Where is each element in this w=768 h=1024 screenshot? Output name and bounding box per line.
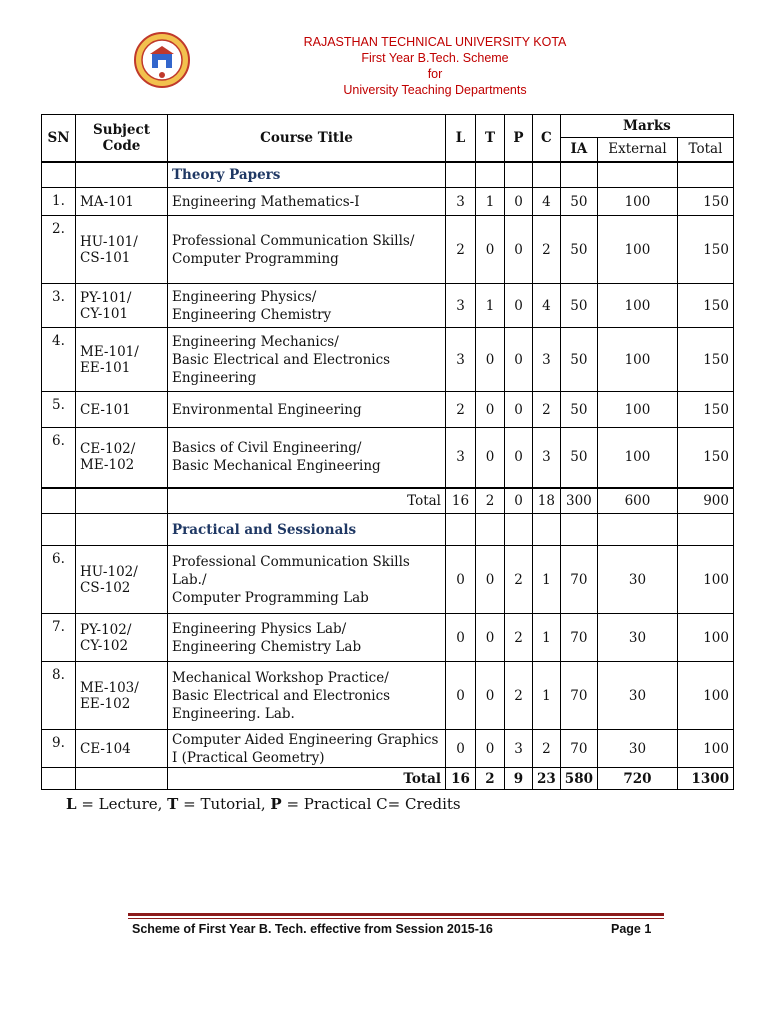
cell-sn: 7. bbox=[42, 614, 76, 662]
empty-cell bbox=[533, 162, 561, 188]
code-line: CS-101 bbox=[80, 249, 131, 266]
total-p: 9 bbox=[505, 768, 533, 790]
title-line: Mechanical Workshop Practice/ bbox=[172, 669, 389, 686]
title-line: Computer Programming Lab bbox=[172, 589, 369, 606]
cell-sn: 9. bbox=[42, 730, 76, 768]
empty-cell bbox=[446, 162, 476, 188]
page-number: Page 1 bbox=[611, 922, 652, 936]
legend-p-value: = Practical C= Credits bbox=[281, 795, 461, 813]
cell-total: 100 bbox=[677, 730, 733, 768]
cell-ia: 70 bbox=[560, 730, 597, 768]
cell-title bbox=[168, 662, 446, 730]
cell-c: 2 bbox=[533, 730, 561, 768]
code-line: MA-101 bbox=[80, 193, 134, 210]
empty-cell bbox=[446, 514, 476, 546]
empty-cell bbox=[677, 162, 733, 188]
cell-total: 100 bbox=[677, 546, 733, 614]
cell-p: 2 bbox=[505, 614, 533, 662]
code-line: CS-102 bbox=[80, 579, 131, 596]
cell-ext: 100 bbox=[597, 188, 677, 216]
cell-sn: 4. bbox=[42, 328, 76, 392]
legend-t-value: = Tutorial, bbox=[178, 795, 271, 813]
table-row bbox=[42, 662, 734, 730]
cell-sn: 2. bbox=[42, 216, 76, 284]
cell-c: 1 bbox=[533, 546, 561, 614]
cell-t: 0 bbox=[476, 730, 505, 768]
title-line: Engineering Mechanics/ bbox=[172, 333, 339, 350]
cell-t: 0 bbox=[476, 216, 505, 284]
title-line: Basic Electrical and Electronics Engineering bbox=[172, 351, 391, 386]
code-line: EE-101 bbox=[80, 359, 131, 376]
cell-c: 1 bbox=[533, 614, 561, 662]
cell-t: 0 bbox=[476, 614, 505, 662]
cell-total: 100 bbox=[677, 614, 733, 662]
cell-ext: 30 bbox=[597, 614, 677, 662]
cell-ia: 70 bbox=[560, 662, 597, 730]
title-line: Engineering Mathematics-I bbox=[172, 193, 360, 210]
cell-sn: 1. bbox=[42, 188, 76, 216]
title-line: Engineering Chemistry Lab bbox=[172, 638, 362, 655]
table-row bbox=[42, 216, 734, 284]
table-row bbox=[42, 188, 734, 216]
legend-t-key: T bbox=[167, 795, 179, 813]
title-line: Professional Communication Skills Lab./ bbox=[172, 553, 410, 588]
code-line: ME-101/ bbox=[80, 343, 139, 360]
total-ext: 600 bbox=[597, 488, 677, 514]
empty-cell bbox=[505, 162, 533, 188]
cell-c: 4 bbox=[533, 284, 561, 328]
table-row bbox=[42, 328, 734, 392]
code-line: PY-101/ bbox=[80, 289, 132, 306]
legend bbox=[66, 795, 461, 813]
cell-code bbox=[76, 284, 168, 328]
marks-header: Marks bbox=[560, 115, 733, 138]
section-row bbox=[42, 514, 734, 546]
empty-cell bbox=[505, 514, 533, 546]
cell-t: 1 bbox=[476, 188, 505, 216]
empty-cell bbox=[76, 768, 168, 790]
cell-ia: 50 bbox=[560, 216, 597, 284]
cell-l: 3 bbox=[446, 328, 476, 392]
cell-ia: 50 bbox=[560, 188, 597, 216]
col-code-header: Subject Code bbox=[76, 115, 168, 162]
footer-scheme-text: Scheme of First Year B. Tech. effective from Session 2015-16 bbox=[132, 922, 493, 936]
empty-cell bbox=[76, 514, 168, 546]
cell-p: 0 bbox=[505, 188, 533, 216]
cell-ext: 30 bbox=[597, 730, 677, 768]
cell-t: 0 bbox=[476, 428, 505, 488]
total-label: Total bbox=[168, 768, 446, 790]
total-l: 16 bbox=[446, 768, 476, 790]
cell-p: 2 bbox=[505, 546, 533, 614]
empty-cell bbox=[560, 162, 597, 188]
cell-ext: 100 bbox=[597, 216, 677, 284]
cell-l: 0 bbox=[446, 614, 476, 662]
university-name: RAJASTHAN TECHNICAL UNIVERSITY KOTA bbox=[303, 35, 567, 49]
cell-l: 3 bbox=[446, 428, 476, 488]
cell-title bbox=[168, 428, 446, 488]
code-line: PY-102/ bbox=[80, 621, 132, 638]
title-line: Engineering Chemistry bbox=[172, 306, 332, 323]
total-c: 18 bbox=[533, 488, 561, 514]
empty-cell bbox=[476, 162, 505, 188]
col-ia-header: IA bbox=[560, 138, 597, 162]
cell-total: 150 bbox=[677, 188, 733, 216]
departments-label: University Teaching Departments bbox=[343, 83, 527, 97]
code-line: CE-104 bbox=[80, 740, 131, 757]
cell-l: 0 bbox=[446, 662, 476, 730]
empty-cell bbox=[76, 488, 168, 514]
empty-cell bbox=[42, 488, 76, 514]
total-row bbox=[42, 488, 734, 514]
code-line: CY-101 bbox=[80, 305, 129, 322]
cell-title bbox=[168, 188, 446, 216]
empty-cell bbox=[42, 768, 76, 790]
cell-code bbox=[76, 662, 168, 730]
cell-l: 2 bbox=[446, 216, 476, 284]
cell-t: 0 bbox=[476, 546, 505, 614]
code-line: EE-102 bbox=[80, 695, 131, 712]
cell-title bbox=[168, 328, 446, 392]
cell-sn: 5. bbox=[42, 392, 76, 428]
col-t-header: T bbox=[476, 115, 505, 162]
cell-ia: 70 bbox=[560, 614, 597, 662]
cell-title bbox=[168, 546, 446, 614]
title-line: Engineering Physics Lab/ bbox=[172, 620, 347, 637]
document-header bbox=[200, 34, 670, 98]
empty-cell bbox=[42, 162, 76, 188]
cell-sn: 3. bbox=[42, 284, 76, 328]
col-l-header: L bbox=[446, 115, 476, 162]
table-row bbox=[42, 614, 734, 662]
cell-sn: 8. bbox=[42, 662, 76, 730]
total-total: 1300 bbox=[677, 768, 733, 790]
cell-t: 1 bbox=[476, 284, 505, 328]
cell-sn: 6. bbox=[42, 428, 76, 488]
total-ext: 720 bbox=[597, 768, 677, 790]
cell-l: 0 bbox=[446, 730, 476, 768]
empty-cell bbox=[42, 514, 76, 546]
cell-p: 0 bbox=[505, 216, 533, 284]
cell-l: 3 bbox=[446, 284, 476, 328]
cell-c: 2 bbox=[533, 392, 561, 428]
cell-code bbox=[76, 188, 168, 216]
col-p-header: P bbox=[505, 115, 533, 162]
cell-total: 100 bbox=[677, 662, 733, 730]
total-t: 2 bbox=[476, 488, 505, 514]
cell-code bbox=[76, 328, 168, 392]
total-label: Total bbox=[168, 488, 446, 514]
cell-c: 3 bbox=[533, 428, 561, 488]
cell-p: 0 bbox=[505, 428, 533, 488]
cell-ext: 100 bbox=[597, 392, 677, 428]
cell-total: 150 bbox=[677, 284, 733, 328]
cell-l: 3 bbox=[446, 188, 476, 216]
table-row bbox=[42, 428, 734, 488]
cell-l: 2 bbox=[446, 392, 476, 428]
title-line: Basic Mechanical Engineering bbox=[172, 458, 381, 475]
cell-code bbox=[76, 392, 168, 428]
title-line: Computer Aided Engineering Graphics I (Practical Geometry) bbox=[172, 731, 439, 766]
university-logo bbox=[134, 32, 190, 88]
total-ia: 580 bbox=[560, 768, 597, 790]
title-line: Basic Electrical and Electronics Engineering. Lab. bbox=[172, 687, 391, 722]
cell-code bbox=[76, 730, 168, 768]
footer-rule bbox=[128, 913, 664, 916]
code-line: HU-102/ bbox=[80, 563, 138, 580]
for-label: for bbox=[427, 67, 443, 81]
table-body bbox=[42, 115, 734, 790]
cell-l: 0 bbox=[446, 546, 476, 614]
empty-cell bbox=[597, 514, 677, 546]
cell-p: 3 bbox=[505, 730, 533, 768]
table-row bbox=[42, 284, 734, 328]
empty-cell bbox=[533, 514, 561, 546]
cell-sn: 6. bbox=[42, 546, 76, 614]
legend-l-value: = Lecture, bbox=[76, 795, 168, 813]
cell-t: 0 bbox=[476, 662, 505, 730]
cell-ia: 50 bbox=[560, 428, 597, 488]
cell-p: 0 bbox=[505, 328, 533, 392]
cell-code bbox=[76, 216, 168, 284]
footer-rule-thin bbox=[128, 918, 664, 919]
cell-ext: 100 bbox=[597, 284, 677, 328]
header-row bbox=[42, 115, 734, 138]
cell-c: 3 bbox=[533, 328, 561, 392]
col-total-header: Total bbox=[677, 138, 733, 162]
scheme-title: First Year B.Tech. Scheme bbox=[361, 51, 509, 65]
code-line: CE-101 bbox=[80, 401, 131, 418]
cell-title bbox=[168, 216, 446, 284]
total-row bbox=[42, 768, 734, 790]
code-line: HU-101/ bbox=[80, 233, 138, 250]
cell-p: 0 bbox=[505, 392, 533, 428]
cell-ext: 30 bbox=[597, 546, 677, 614]
empty-cell bbox=[677, 514, 733, 546]
empty-cell bbox=[476, 514, 505, 546]
col-c-header: C bbox=[533, 115, 561, 162]
cell-t: 0 bbox=[476, 392, 505, 428]
cell-code bbox=[76, 614, 168, 662]
cell-title bbox=[168, 284, 446, 328]
total-p: 0 bbox=[505, 488, 533, 514]
total-total: 900 bbox=[677, 488, 733, 514]
cell-ext: 30 bbox=[597, 662, 677, 730]
cell-total: 150 bbox=[677, 428, 733, 488]
total-ia: 300 bbox=[560, 488, 597, 514]
empty-cell bbox=[597, 162, 677, 188]
title-line: Professional Communication Skills/ bbox=[172, 232, 415, 249]
total-c: 23 bbox=[533, 768, 561, 790]
cell-total: 150 bbox=[677, 392, 733, 428]
code-line: CY-102 bbox=[80, 637, 129, 654]
cell-ia: 50 bbox=[560, 328, 597, 392]
cell-title bbox=[168, 392, 446, 428]
scheme-table bbox=[41, 114, 734, 790]
total-t: 2 bbox=[476, 768, 505, 790]
cell-code bbox=[76, 546, 168, 614]
col-sn-header: SN bbox=[42, 115, 76, 162]
title-line: Basics of Civil Engineering/ bbox=[172, 440, 362, 457]
cell-title bbox=[168, 614, 446, 662]
cell-c: 1 bbox=[533, 662, 561, 730]
cell-title bbox=[168, 730, 446, 768]
legend-p-key: P bbox=[270, 795, 282, 813]
table-row bbox=[42, 546, 734, 614]
table-row bbox=[42, 392, 734, 428]
title-line: Computer Programming bbox=[172, 250, 339, 267]
col-title-header: Course Title bbox=[168, 115, 446, 162]
code-line: CE-102/ bbox=[80, 441, 136, 458]
cell-t: 0 bbox=[476, 328, 505, 392]
cell-p: 0 bbox=[505, 284, 533, 328]
code-line: ME-103/ bbox=[80, 679, 139, 696]
title-line: Environmental Engineering bbox=[172, 401, 362, 418]
cell-c: 2 bbox=[533, 216, 561, 284]
col-external-header: External bbox=[597, 138, 677, 162]
legend-l-key: L bbox=[66, 795, 77, 813]
cell-ia: 50 bbox=[560, 284, 597, 328]
section-heading: Practical and Sessionals bbox=[168, 514, 446, 546]
cell-ia: 50 bbox=[560, 392, 597, 428]
empty-cell bbox=[76, 162, 168, 188]
cell-total: 150 bbox=[677, 328, 733, 392]
section-row bbox=[42, 162, 734, 188]
cell-ext: 100 bbox=[597, 328, 677, 392]
cell-p: 2 bbox=[505, 662, 533, 730]
cell-code bbox=[76, 428, 168, 488]
empty-cell bbox=[560, 514, 597, 546]
cell-ia: 70 bbox=[560, 546, 597, 614]
table-row bbox=[42, 730, 734, 768]
cell-total: 150 bbox=[677, 216, 733, 284]
cell-ext: 100 bbox=[597, 428, 677, 488]
total-l: 16 bbox=[446, 488, 476, 514]
cell-c: 4 bbox=[533, 188, 561, 216]
title-line: Engineering Physics/ bbox=[172, 288, 317, 305]
code-line: ME-102 bbox=[80, 457, 135, 474]
section-heading: Theory Papers bbox=[168, 162, 446, 188]
